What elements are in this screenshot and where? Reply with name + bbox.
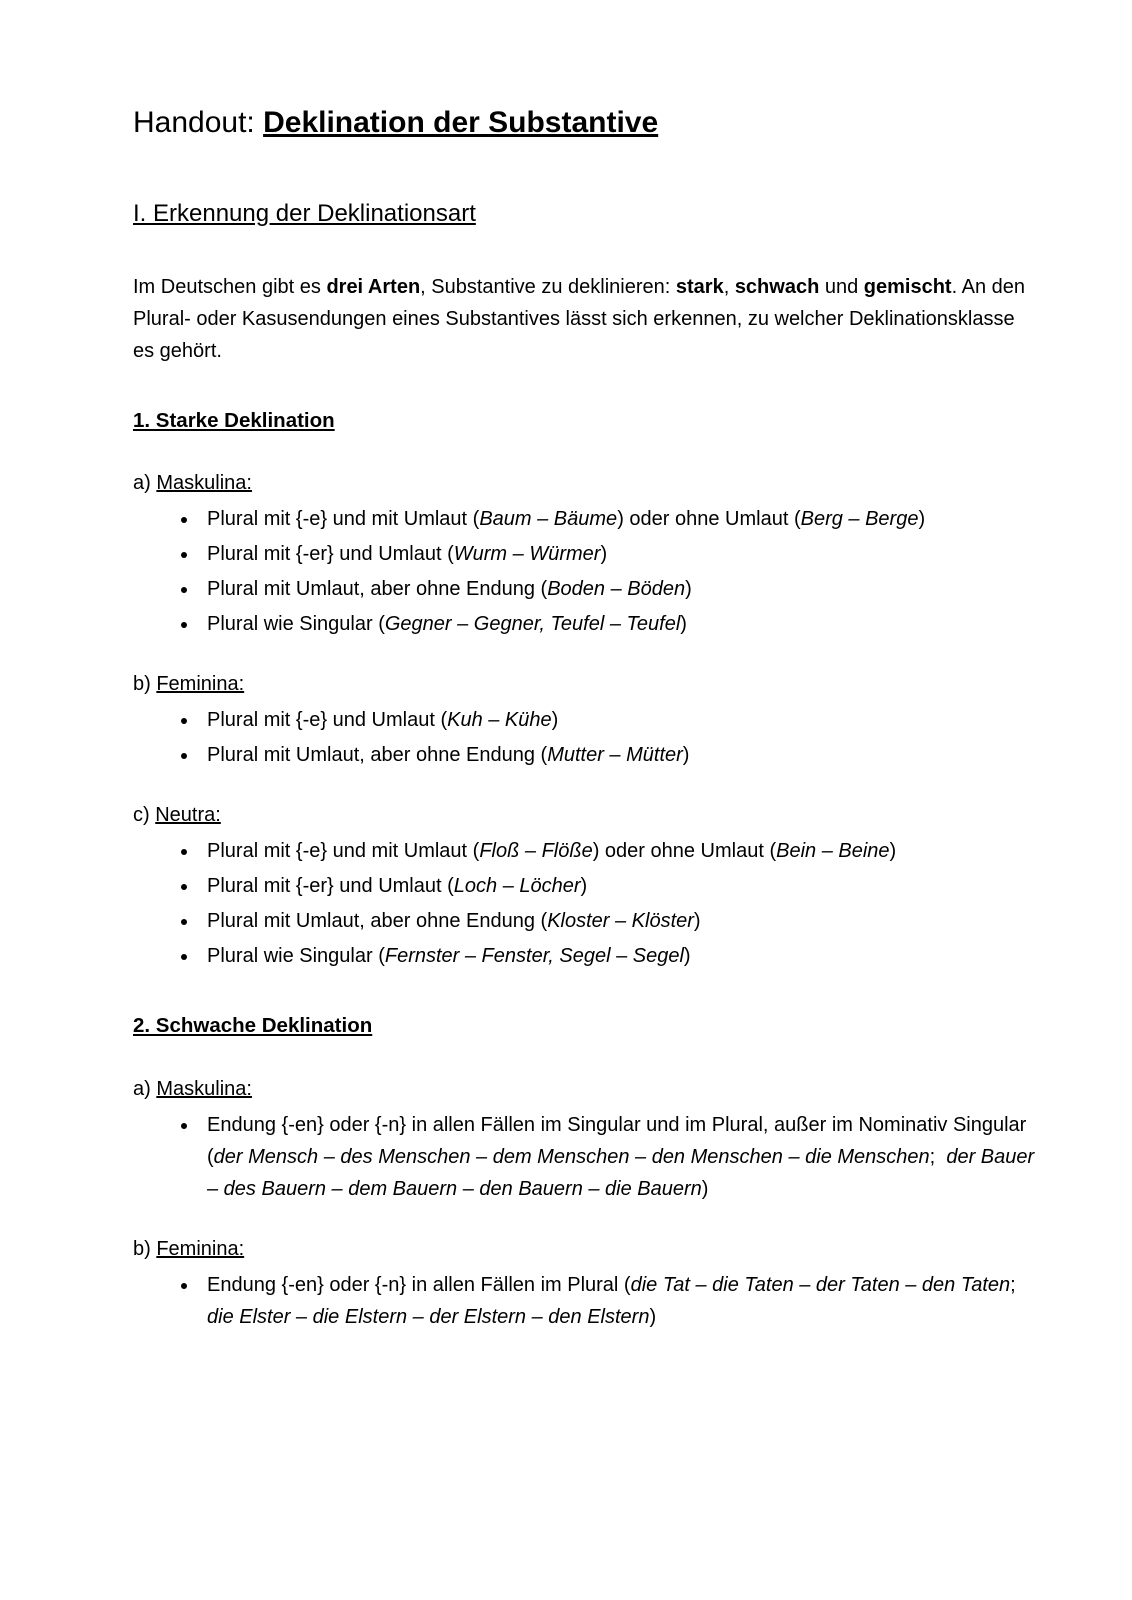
subheading-schwache-deklination <box>133 1010 1036 1043</box>
text-run: Plural mit Umlaut, aber ohne Endung ( <box>207 578 548 601</box>
text-run: der Mensch – des Menschen – dem Menschen – den Menschen – die Menschen <box>213 1146 930 1169</box>
text-run: Plural mit {-e} und mit Umlaut ( <box>207 508 480 531</box>
text-run: Boden – Böden <box>547 578 686 601</box>
text-run: Loch – Löcher <box>453 875 581 898</box>
text-run: drei Arten <box>326 275 421 298</box>
text-run: Maskulina: <box>156 472 252 495</box>
text-run: ) <box>685 578 692 601</box>
text-run: a) <box>133 472 157 495</box>
intro-paragraph <box>133 271 1036 367</box>
list-starke-feminina <box>133 704 1036 771</box>
text-run: Deklination der Substantive <box>263 106 659 139</box>
text-run: Plural mit Umlaut, aber ohne Endung ( <box>207 744 548 767</box>
text-run: ; <box>929 1146 947 1169</box>
text-run: I. Erkennung der Deklinationsart <box>133 199 476 227</box>
text-run: Mutter – Mütter <box>547 744 683 767</box>
text-run: Feminina: <box>156 1238 245 1261</box>
bullet-item <box>199 905 1036 937</box>
text-run: Neutra: <box>155 804 221 827</box>
text-run: Plural mit {-er} und Umlaut ( <box>207 543 454 566</box>
list-starke-maskulina <box>133 503 1036 640</box>
text-run: ) oder ohne Umlaut ( <box>617 508 801 531</box>
bullet-item <box>199 503 1036 535</box>
text-run: Plural mit {-e} und mit Umlaut ( <box>207 840 480 863</box>
text-run: Handout: <box>133 106 264 139</box>
text-run: ) <box>889 840 897 863</box>
text-run: ) <box>551 709 559 732</box>
text-run: Plural mit {-e} und Umlaut ( <box>207 709 448 732</box>
label-schwache-maskulina <box>133 1073 1036 1105</box>
text-run: ) <box>683 945 691 968</box>
text-run: Endung {-en} oder {-n} in allen Fällen im Singular und im Plural, außer im Nominativ Singular ( <box>207 1114 1027 1169</box>
text-run: ) <box>918 508 926 531</box>
bullet-item <box>199 704 1036 736</box>
list-schwache-maskulina <box>133 1109 1036 1205</box>
text-run: Berg – Berge <box>800 508 919 531</box>
text-run: ) <box>693 910 701 933</box>
text-run: Plural wie Singular ( <box>207 613 385 636</box>
bullet-item <box>199 739 1036 771</box>
bullet-item <box>199 835 1036 867</box>
text-run: Plural mit Umlaut, aber ohne Endung ( <box>207 910 548 933</box>
text-run: ) <box>701 1178 709 1201</box>
section-heading-erkennung <box>133 198 1036 229</box>
text-run: a) <box>133 1078 157 1101</box>
bullet-item <box>199 940 1036 972</box>
label-starke-feminina <box>133 668 1036 700</box>
bullet-item <box>199 608 1036 640</box>
text-run: und <box>819 275 864 298</box>
text-run: 1. Starke Deklination <box>133 408 335 432</box>
text-run: Plural wie Singular ( <box>207 945 385 968</box>
text-run: der Bauer – des Bauern – dem Bauern – den Bauern – die Bauern <box>207 1146 1035 1201</box>
text-run: die Elster – die Elstern – der Elstern – den Elstern <box>207 1306 650 1329</box>
text-run: ; <box>1010 1274 1022 1297</box>
text-run: c) <box>133 804 156 827</box>
bullet-item <box>199 870 1036 902</box>
text-run: schwach <box>734 275 820 298</box>
text-run: Gegner – Gegner, Teufel – Teufel <box>384 613 681 636</box>
bullet-item <box>199 573 1036 605</box>
text-run: ) <box>680 613 687 636</box>
list-starke-neutra <box>133 835 1036 972</box>
text-run: Kloster – Klöster <box>547 910 694 933</box>
bullet-item <box>199 1109 1036 1205</box>
text-run: ) <box>580 875 588 898</box>
text-run: Endung {-en} oder {-n} in allen Fällen im Plural ( <box>207 1274 631 1297</box>
bullet-item <box>199 1269 1036 1333</box>
text-run: Fernster – Fenster, Segel – Segel <box>384 945 684 968</box>
text-run: , Substantive zu deklinieren: <box>420 275 676 298</box>
text-run: Bein – Beine <box>776 840 890 863</box>
text-run: stark <box>675 275 724 298</box>
text-run: Baum – Bäume <box>479 508 618 531</box>
text-run: ) <box>649 1306 657 1329</box>
text-run: gemischt <box>863 275 952 298</box>
text-run: Maskulina: <box>156 1078 252 1101</box>
subheading-starke-deklination <box>133 405 1036 438</box>
text-run: b) <box>133 1238 157 1261</box>
list-schwache-feminina <box>133 1269 1036 1333</box>
text-run: Wurm – Würmer <box>453 543 601 566</box>
text-run: Im Deutschen gibt es <box>133 275 327 298</box>
text-run: ) <box>600 543 608 566</box>
text-run: 2. Schwache Deklination <box>133 1014 373 1038</box>
label-schwache-feminina <box>133 1233 1036 1265</box>
label-starke-maskulina <box>133 467 1036 499</box>
text-run: . An den Plural- oder Kasusendungen eines Substantives lässt sich erkennen, zu welcher Deklinationsklasse es gehört. <box>133 275 1025 362</box>
text-run: ) oder ohne Umlaut ( <box>592 840 777 863</box>
bullet-item <box>199 538 1036 570</box>
doc-title <box>133 104 1036 142</box>
text-run: , <box>723 275 735 298</box>
text-run: b) <box>133 673 157 696</box>
text-run: die Tat – die Taten – der Taten – den Taten <box>630 1274 1011 1297</box>
text-run: Kuh – Kühe <box>447 709 552 732</box>
label-starke-neutra <box>133 799 1036 831</box>
text-run: Floß – Flöße <box>479 840 593 863</box>
text-run: Feminina: <box>156 673 245 696</box>
text-run: Plural mit {-er} und Umlaut ( <box>207 875 454 898</box>
text-run: ) <box>682 744 690 767</box>
